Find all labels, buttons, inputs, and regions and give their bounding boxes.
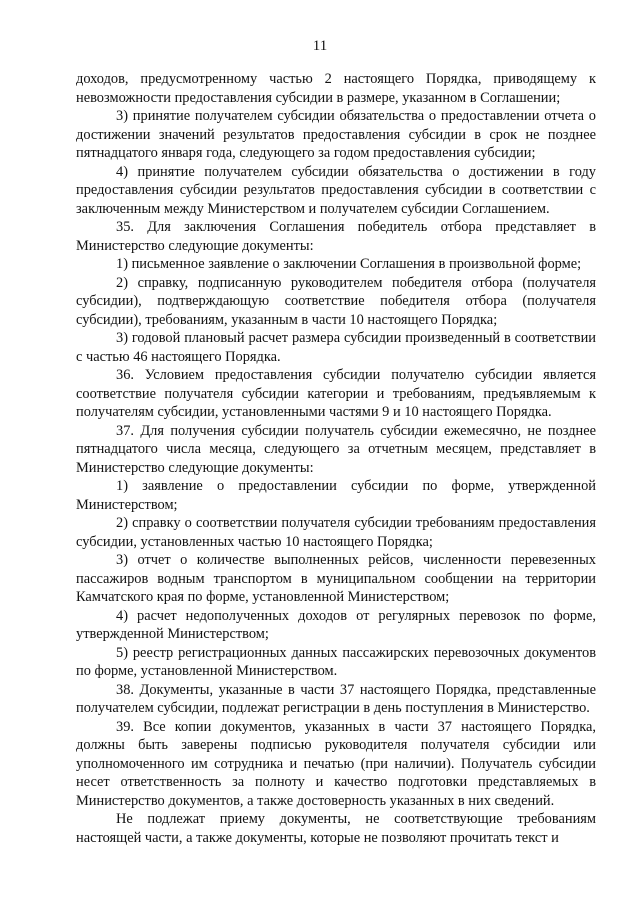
paragraph-36: 36. Условием предоставления субсидии получателю субсидии является соответствие получателя субсидии категории и требованиям, предъявляемым к получателям субсидии, установленными частями 9 и 10 настоящего Порядка. [76, 367, 596, 420]
paragraph-37-item-1: 1) заявление о предоставлении субсидии по форме, утвержденной Министерством; [76, 478, 596, 513]
paragraph-38: 38. Документы, указанные в части 37 настоящего Порядка, представленные получателем субсидии, подлежат регистрации в день поступления в Министерство. [76, 681, 596, 716]
paragraph-35-item-1: 1) письменное заявление о заключении Соглашения в произвольной форме; [116, 256, 582, 272]
paragraph-37-item-3: 3) отчет о количестве выполненных рейсов, численности перевезенных пассажиров водным транспортом в муниципальном сообщении на территории Камчатского края по форме, установленной Министерством; [76, 552, 596, 605]
paragraph-37-item-2: 2) справку о соответствии получателя субсидии требованиям предоставления субсидии, установленных частью 10 настоящего Порядка; [76, 515, 596, 550]
paragraph-item-4-results-obligation: 4) принятие получателем субсидии обязательства о достижении в году предоставления субсидии результатов предоставления субсидии в соответствии с заключенным между Министерством и получателем субсидии Соглашением. [76, 163, 596, 217]
paragraph-37-item-4: 4) расчет недополученных доходов от регулярных перевозок по форме, утвержденной Министерством; [76, 607, 596, 642]
paragraph-continuation: доходов, предусмотренному частью 2 настоящего Порядка, приводящему к невозможности предоставления субсидии в размере, указанном в Соглашении; [76, 71, 596, 106]
page-number: 11 [312, 38, 328, 54]
document-body [76, 70, 596, 847]
paragraph-35: 35. Для заключения Соглашения победитель отбора представляет в Министерство следующие документы: [76, 219, 596, 254]
paragraph-39-rejection: Не подлежат приему документы, не соответствующие требованиям настоящей части, а также документы, которые не позволяют прочитать текст и [76, 811, 596, 846]
paragraph-item-3-report-obligation: 3) принятие получателем субсидии обязательства о предоставлении отчета о достижении значений результатов предоставления субсидии в срок не позднее пятнадцатого января года, следующего за годом предоставления субсидии; [76, 108, 596, 161]
paragraph-39: 39. Все копии документов, указанных в части 37 настоящего Порядка, должны быть заверены подписью руководителя получателя субсидии или уполномоченного им сотрудника и печатью (при наличии). Получатель субсидии несет ответственность за полноту и качество подготовки представляемых в Министерство документов, а также достоверность указанных в них сведений. [76, 718, 596, 809]
paragraph-37: 37. Для получения субсидии получатель субсидии ежемесячно, не позднее пятнадцатого числа месяца, следующего за отчетным месяцем, представляет в Министерство следующие документы: [76, 422, 596, 476]
paragraph-37-item-5: 5) реестр регистрационных данных пассажирских перевозочных документов по форме, установленной Министерством. [76, 644, 596, 679]
paragraph-35-item-2: 2) справку, подписанную руководителем победителя отбора (получателя субсидии), подтверждающую соответствие победителя отбора (получателя субсидии), требованиям, указанным в части 10 настоящего Порядка; [76, 274, 596, 328]
paragraph-35-item-3: 3) годовой плановый расчет размера субсидии произведенный в соответствии с частью 46 настоящего Порядка. [76, 330, 596, 365]
